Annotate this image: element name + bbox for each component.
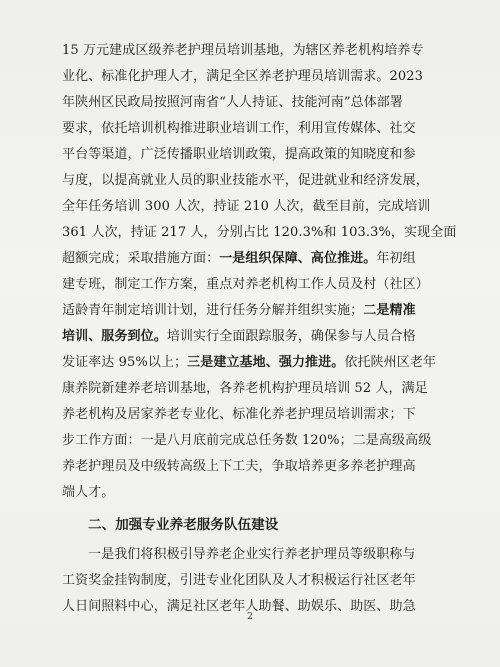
- text-line-5: 平台等渠道，广泛传播职业培训政策，提高政策的知晓度和参: [62, 147, 416, 162]
- text-line-12: [62, 324, 462, 350]
- bold-phrase-service: 培训、服务到位。: [62, 329, 167, 344]
- text-segment: 依托陕州区老年: [344, 355, 437, 370]
- section-line-3: 人日间照料中心，满足社区老年人助餐、助娱乐、助医、助急: [62, 599, 416, 614]
- text-line-13: [62, 350, 462, 376]
- text-line-6: 与度，以提高就业人员的职业技能水平，促进就业和经济发展，: [62, 173, 429, 188]
- text-line-7: 全年任务培训 300 人次，持证 210 人次，截至目前，完成培训: [62, 199, 431, 214]
- text-line-16: 步工作方面：一是八月底前完成总任务数 120%；二是高级高级: [62, 433, 432, 448]
- text-segment: 适龄青年制定培训计划，进行任务分解并组织实施；: [62, 303, 364, 318]
- section-line-1: 一是我们将积极引导养老企业实行养老护理员等级职称与: [88, 547, 416, 562]
- text-segment: 超额完成；采取措施方面：: [62, 251, 220, 266]
- text-segment: 发证率达 95%以上；: [62, 355, 188, 370]
- text-line-17: 养老护理员及中级转高级上下工夫，争取培养更多养老护理高: [62, 459, 416, 474]
- text-line-11: [62, 298, 462, 324]
- text-line-3: 年陕州区民政局按照河南省“人人持证、技能河南”总体部署: [62, 95, 403, 110]
- text-line-9: [62, 246, 462, 272]
- text-segment: 培训实行全面跟踪服务，确保参与人员合格: [166, 329, 416, 344]
- text-line-1: 15 万元建成区级养老护理员培训基地，为辖区养老机构培养专: [62, 43, 424, 58]
- text-segment: 年初组: [376, 251, 416, 266]
- text-line-15: 养老机构及居家养老专业化、标准化养老护理员培训需求；下: [62, 407, 416, 422]
- text-line-14: 康养院新建养老培训基地，各养老机构护理员培训 52 人，满足: [62, 381, 428, 396]
- text-line-2: 业化、标准化护理人才，满足全区养老护理员培训需求。2023: [62, 69, 423, 84]
- bold-phrase-base: 三是建立基地、强力推进。: [187, 355, 345, 370]
- text-line-10: 建专班，制定工作方案，重点对养老机构工作人员及村（社区）: [62, 277, 429, 292]
- bold-phrase-organization: 一是组织保障、高位推进。: [219, 251, 377, 266]
- page-number: 2: [247, 612, 253, 622]
- bold-phrase-precise: 二是精准: [363, 303, 416, 318]
- text-line-8: 361 人次，持证 217 人，分别占比 120.3%和 103.3%，实现全面: [62, 225, 457, 240]
- section-heading: 二、加强专业养老服务队伍建设: [88, 517, 279, 533]
- text-line-4: 要求，依托培训机构推进职业培训工作，利用宣传媒体、社交: [62, 121, 416, 136]
- body-text: [62, 38, 462, 620]
- section-line-2: 工资奖金挂钩制度，引进专业化团队及人才积极运行社区老年: [62, 573, 416, 588]
- text-line-18: 端人才。: [62, 485, 115, 500]
